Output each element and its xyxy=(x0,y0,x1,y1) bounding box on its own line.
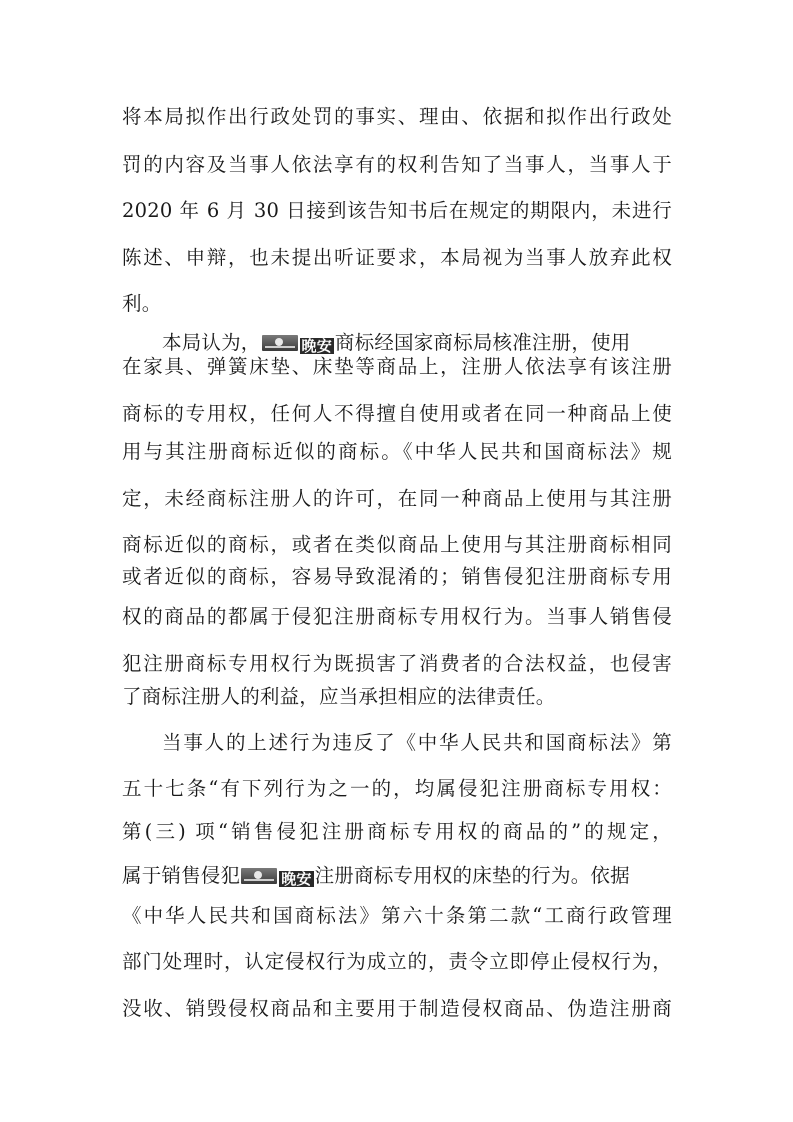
text-line-5: 利。 xyxy=(122,292,162,315)
text-line-9: 用与其注册商标近似的商标。《中华人民共和国商标法》规 xyxy=(122,440,672,463)
text-line-11: 商标近似的商标，或者在类似商品上使用与其注册商标相同 xyxy=(122,533,672,556)
text-line-4: 陈述、申辩，也未提出听证要求，本局视为当事人放弃此权 xyxy=(122,246,672,269)
text-line-17: 五十七条“有下列行为之一的，均属侵犯注册商标专用权： xyxy=(122,777,672,800)
trademark-logo-text: 晚安 xyxy=(281,870,312,888)
text-line-20: 《中华人民共和国商标法》第六十条第二款“工商行政管理 xyxy=(122,904,672,927)
text-line-19 xyxy=(122,859,672,893)
text-line-2: 罚的内容及当事人依法享有的权利告知了当事人，当事人于 xyxy=(122,153,672,176)
text-line-7: 在家具、弹簧床垫、床垫等商品上，注册人依法享有该注册 xyxy=(122,355,672,378)
text-line-8: 商标的专用权，任何人不得擅自使用或者在同一种商品上使 xyxy=(122,402,672,425)
text-line-1: 将本局拟作出行政处罚的事实、理由、依据和拟作出行政处 xyxy=(122,105,672,128)
text-line-12: 或者近似的商标，容易导致混淆的；销售侵犯注册商标专用 xyxy=(122,565,672,588)
text-line-13: 权的商品的都属于侵犯注册商标专用权行为。当事人销售侵 xyxy=(122,605,672,628)
trademark-logo-icon xyxy=(241,868,277,884)
paragraph-prefix: 本局认为， xyxy=(162,331,261,354)
text-line-14: 犯注册商标专用权行为既损害了消费者的合法权益，也侵害 xyxy=(122,652,672,675)
paragraph-rest: 商标经国家商标局核准注册，使用 xyxy=(334,331,631,354)
trademark-logo-text: 晚安 xyxy=(301,337,332,355)
text-line-22: 没收、销毁侵权商品和主要用于制造侵权商品、伪造注册商 xyxy=(122,997,672,1020)
text-line-16: 当事人的上述行为违反了《中华人民共和国商标法》第 xyxy=(162,731,672,754)
text-line-15: 了商标注册人的利益，应当承担相应的法律责任。 xyxy=(122,685,556,708)
trademark-logo-icon xyxy=(262,335,298,351)
text-line-21: 部门处理时，认定侵权行为成立的，责令立即停止侵权行为， xyxy=(122,950,672,973)
text-line-10: 定，未经商标注册人的许可，在同一种商品上使用与其注册 xyxy=(122,487,672,510)
paragraph-rest: 注册商标专用权的床垫的行为。依据 xyxy=(314,864,630,887)
text-line-18: 第(三) 项“销售侵犯注册商标专用权的商品的”的规定， xyxy=(122,820,672,843)
paragraph-prefix: 属于销售侵犯 xyxy=(122,864,241,887)
text-line-3: 2020 年 6 月 30 日接到该告知书后在规定的期限内，未进行 xyxy=(122,199,672,222)
